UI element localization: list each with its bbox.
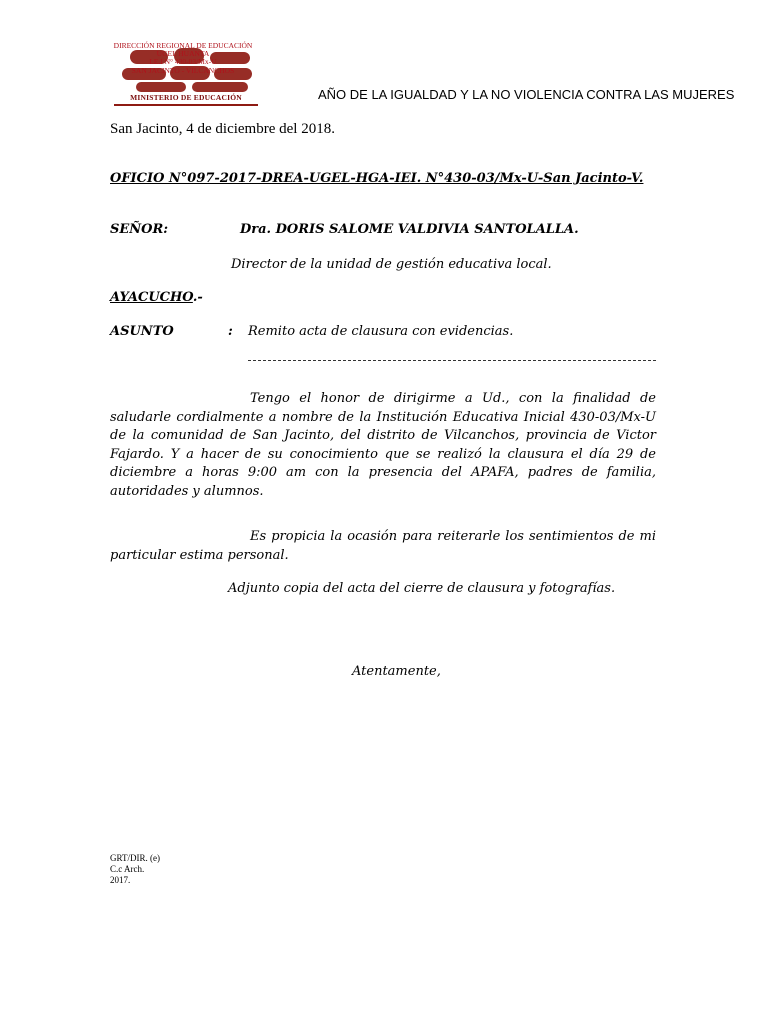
footer-line-3: 2017. — [110, 875, 131, 885]
subject-label: ASUNTO — [110, 324, 174, 339]
subject-colon: : — [228, 324, 233, 339]
body-paragraph-2: Es propicia la ocasión para reiterarle los sentimientos de mi particular estima personal. — [110, 529, 656, 563]
logo-caption: MINISTERIO DE EDUCACIÓN — [130, 93, 242, 102]
logo-text: DIRECCIÓN REGIONAL DE EDUCACIÓN UGEL HUANTA I.E.I N° 430-03/Mx-U SAN JACINTO - VILCANCHOS — [113, 41, 253, 75]
ministry-logo — [108, 40, 258, 110]
footer-references — [110, 853, 160, 886]
body-paragraph-1: Tengo el honor de dirigirme a Ud., con la finalidad de saludarle cordialmente a nombre de la Institución Educativa Inicial 430-03/Mx-U de la comunidad de San Jacinto, del distrito de Vilcanchos, provincia de Victor Fajardo. Y a hacer de su conocimiento que se realizó la clausura el día 29 de diciembre a horas 9:00 am con la presencia del APAFA, padres de familia, autoridades y alumnos. — [110, 391, 656, 499]
city-suffix: .- — [192, 290, 203, 305]
oficio-reference: OFICIO N°097-2017-DREA-UGEL-HGA-IEI. N°430-03/Mx-U-San Jacinto-V. — [110, 171, 644, 186]
recipient-label: SEÑOR: — [110, 222, 169, 237]
footer-line-1: GRT/DIR. (e) — [110, 853, 160, 863]
logo-rule — [114, 104, 258, 106]
year-title: AÑO DE LA IGUALDAD Y LA NO VIOLENCIA CONTRA LAS MUJERES — [318, 87, 735, 102]
recipient-name: Dra. DORIS SALOME VALDIVIA SANTOLALLA. — [240, 222, 579, 237]
recipient-position: Director de la unidad de gestión educativa local. — [231, 257, 552, 272]
city-name: AYACUCHO — [110, 290, 193, 305]
recipient-city — [110, 290, 203, 305]
subject-text: Remito acta de clausura con evidencias. — [248, 324, 514, 339]
letter-date: San Jacinto, 4 de diciembre del 2018. — [110, 121, 335, 137]
body-paragraph-3: Adjunto copia del acta del cierre de clausura y fotografías. — [228, 581, 616, 596]
closing: Atentamente, — [352, 664, 441, 679]
separator-line — [248, 360, 656, 361]
footer-line-2: C.c Arch. — [110, 864, 145, 874]
